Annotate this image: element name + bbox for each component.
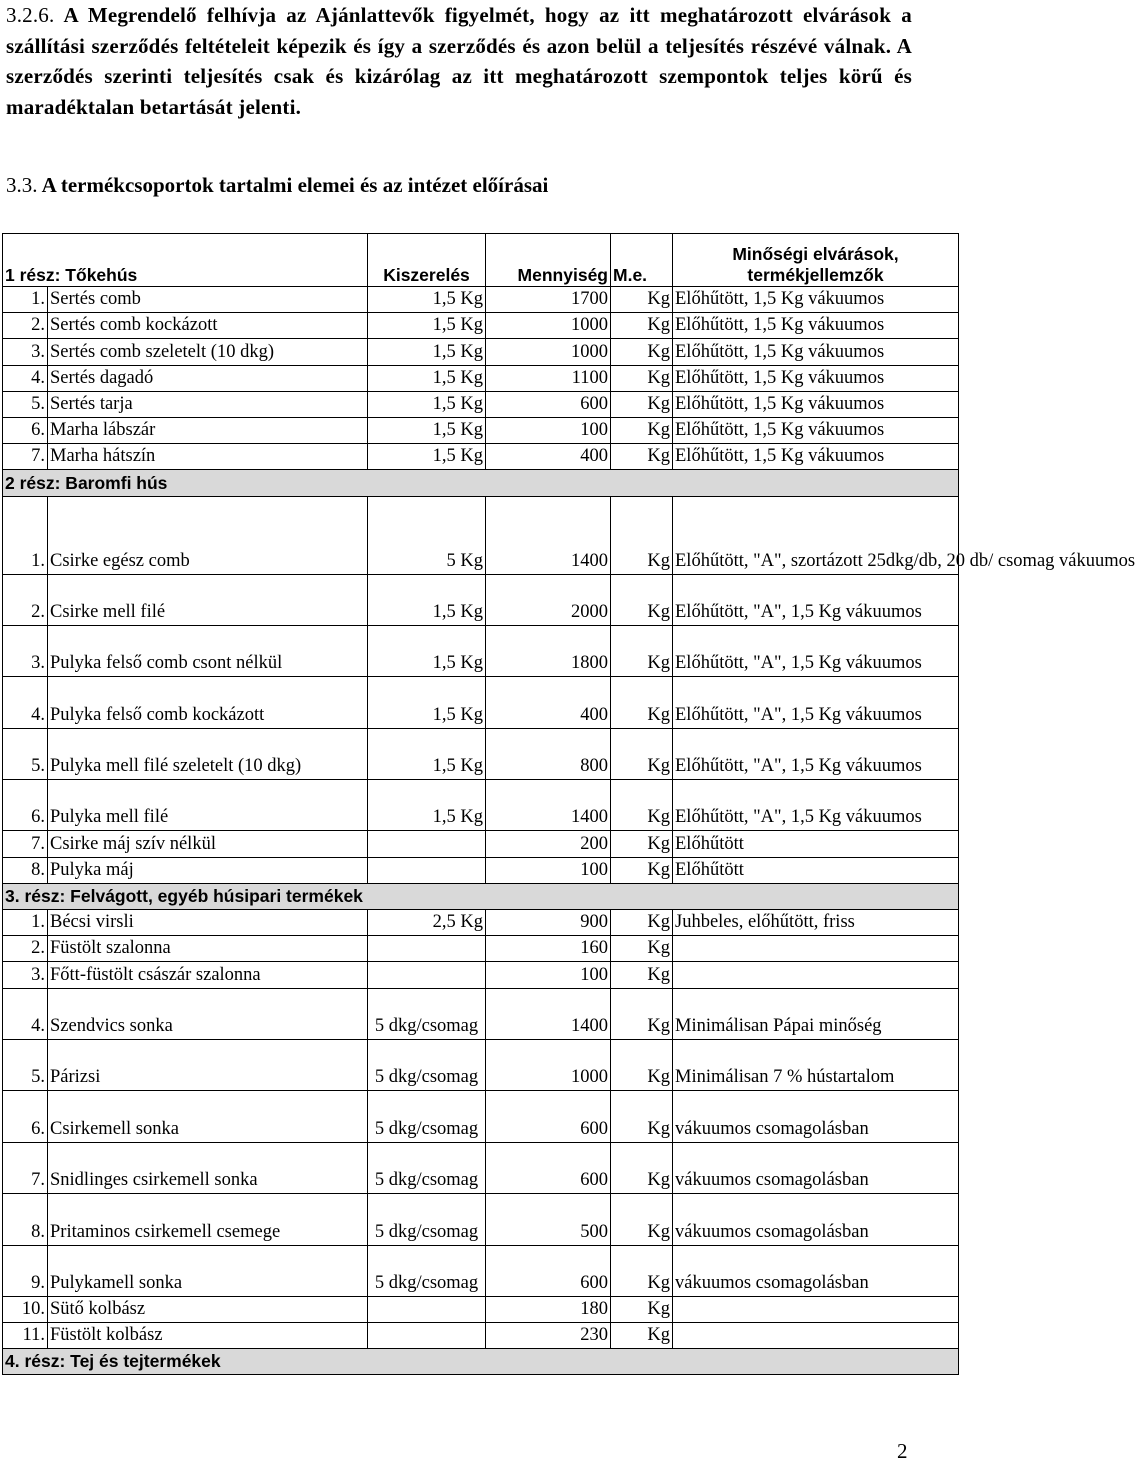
quality-requirements: Előhűtött, 1,5 Kg vákuumos [673, 287, 959, 313]
quantity: 160 [486, 936, 611, 962]
packaging: 1,5 Kg [368, 417, 486, 443]
row-number: 6. [3, 1091, 48, 1142]
quantity: 900 [486, 910, 611, 936]
table-row [3, 339, 959, 365]
packaging: 1,5 Kg [368, 625, 486, 676]
quality-requirements [673, 1323, 959, 1349]
product-name: Pulyka felső comb kockázott [48, 677, 368, 728]
product-name: Csirke mell filé [48, 574, 368, 625]
quantity: 1100 [486, 365, 611, 391]
unit: Kg [611, 625, 673, 676]
packaging: 1,5 Kg [368, 728, 486, 779]
row-number: 3. [3, 962, 48, 988]
packaging: 1,5 Kg [368, 339, 486, 365]
table-row [3, 677, 959, 728]
packaging: 5 dkg/csomag [368, 1194, 486, 1245]
product-name: Csirkemell sonka [48, 1091, 368, 1142]
section-heading [6, 173, 548, 198]
product-name: Sertés comb szeletelt (10 dkg) [48, 339, 368, 365]
quantity: 400 [486, 677, 611, 728]
row-number: 3. [3, 625, 48, 676]
page-number: 2 [897, 1439, 908, 1463]
table-row [3, 1296, 959, 1322]
row-number: 10. [3, 1296, 48, 1322]
quality-requirements: Minimálisan Pápai minőség [673, 988, 959, 1039]
section-part2-label: 2 rész: Baromfi hús [3, 470, 959, 496]
product-name: Sertés tarja [48, 391, 368, 417]
row-number: 4. [3, 365, 48, 391]
section-part2 [3, 470, 959, 496]
quantity: 1400 [486, 780, 611, 831]
unit: Kg [611, 780, 673, 831]
product-name: Bécsi virsli [48, 910, 368, 936]
unit: Kg [611, 287, 673, 313]
packaging: 1,5 Kg [368, 677, 486, 728]
product-name: Csirke egész comb [48, 496, 368, 574]
quantity: 600 [486, 1245, 611, 1296]
table-row [3, 857, 959, 883]
unit: Kg [611, 988, 673, 1039]
unit: Kg [611, 496, 673, 574]
unit: Kg [611, 313, 673, 339]
packaging: 5 dkg/csomag [368, 1091, 486, 1142]
quantity: 100 [486, 857, 611, 883]
quality-requirements [673, 1296, 959, 1322]
packaging [368, 962, 486, 988]
packaging [368, 936, 486, 962]
product-name: Sertés comb kockázott [48, 313, 368, 339]
packaging: 5 dkg/csomag [368, 988, 486, 1039]
unit: Kg [611, 444, 673, 470]
product-name: Füstölt szalonna [48, 936, 368, 962]
quality-requirements: Előhűtött, 1,5 Kg vákuumos [673, 365, 959, 391]
packaging: 2,5 Kg [368, 910, 486, 936]
quality-requirements: Minimálisan 7 % hústartalom [673, 1039, 959, 1090]
row-number: 8. [3, 857, 48, 883]
product-name: Pulykamell sonka [48, 1245, 368, 1296]
packaging: 5 Kg [368, 496, 486, 574]
quantity: 1700 [486, 287, 611, 313]
packaging: 1,5 Kg [368, 444, 486, 470]
section-part4 [3, 1349, 959, 1375]
table-row [3, 1245, 959, 1296]
packaging: 5 dkg/csomag [368, 1245, 486, 1296]
unit: Kg [611, 677, 673, 728]
quality-requirements: vákuumos csomagolásban [673, 1142, 959, 1193]
quality-requirements: Előhűtött, "A", 1,5 Kg vákuumos [673, 728, 959, 779]
quality-requirements: Előhűtött, "A", 1,5 Kg vákuumos [673, 677, 959, 728]
section-number: 3.3. [6, 173, 38, 197]
product-name: Párizsi [48, 1039, 368, 1090]
unit: Kg [611, 962, 673, 988]
packaging: 5 dkg/csomag [368, 1039, 486, 1090]
table-row [3, 1194, 959, 1245]
quantity: 1800 [486, 625, 611, 676]
intro-paragraph [6, 0, 912, 122]
table-row [3, 910, 959, 936]
packaging: 1,5 Kg [368, 780, 486, 831]
paragraph-number: 3.2.6. [6, 3, 55, 27]
row-number: 2. [3, 313, 48, 339]
quantity: 1000 [486, 313, 611, 339]
quantity: 400 [486, 444, 611, 470]
packaging [368, 1296, 486, 1322]
product-name: Sertés dagadó [48, 365, 368, 391]
product-name: Sütő kolbász [48, 1296, 368, 1322]
table-row [3, 391, 959, 417]
quality-requirements: Előhűtött, 1,5 Kg vákuumos [673, 339, 959, 365]
quality-requirements: Előhűtött [673, 831, 959, 857]
unit: Kg [611, 574, 673, 625]
header-mennyiseg: Mennyiség [486, 234, 611, 287]
quantity: 500 [486, 1194, 611, 1245]
packaging: 5 dkg/csomag [368, 1142, 486, 1193]
packaging [368, 857, 486, 883]
unit: Kg [611, 728, 673, 779]
quantity: 1400 [486, 988, 611, 1039]
table-row [3, 962, 959, 988]
header-part1-title: 1 rész: Tőkehús [3, 234, 368, 287]
quantity: 230 [486, 1323, 611, 1349]
row-number: 8. [3, 1194, 48, 1245]
unit: Kg [611, 1039, 673, 1090]
unit: Kg [611, 857, 673, 883]
unit: Kg [611, 831, 673, 857]
table-row [3, 444, 959, 470]
quantity: 200 [486, 831, 611, 857]
header-minoseg: Minőségi elvárások, termékjellemzők [673, 234, 959, 287]
unit: Kg [611, 1296, 673, 1322]
row-number: 6. [3, 780, 48, 831]
unit: Kg [611, 365, 673, 391]
quantity: 1400 [486, 496, 611, 574]
table-row [3, 831, 959, 857]
table-row [3, 780, 959, 831]
table-row [3, 1091, 959, 1142]
table-row [3, 365, 959, 391]
product-spec-table [2, 233, 1135, 1375]
table-row [3, 287, 959, 313]
header-kiszereles: Kiszerelés [368, 234, 486, 287]
row-number: 5. [3, 728, 48, 779]
quality-requirements: vákuumos csomagolásban [673, 1245, 959, 1296]
packaging [368, 1323, 486, 1349]
quality-requirements: Juhbeles, előhűtött, friss [673, 910, 959, 936]
quantity: 600 [486, 1091, 611, 1142]
unit: Kg [611, 1194, 673, 1245]
table-row [3, 496, 959, 574]
unit: Kg [611, 391, 673, 417]
row-number: 4. [3, 677, 48, 728]
quantity: 180 [486, 1296, 611, 1322]
unit: Kg [611, 910, 673, 936]
quantity: 2000 [486, 574, 611, 625]
quality-requirements [673, 936, 959, 962]
row-number: 11. [3, 1323, 48, 1349]
quantity: 1000 [486, 339, 611, 365]
table-header-row [3, 234, 959, 287]
unit: Kg [611, 1323, 673, 1349]
quantity: 100 [486, 417, 611, 443]
table-row [3, 936, 959, 962]
table-row [3, 728, 959, 779]
table-row [3, 574, 959, 625]
row-number: 2. [3, 574, 48, 625]
table-row [3, 988, 959, 1039]
quality-requirements: Előhűtött, "A", 1,5 Kg vákuumos [673, 625, 959, 676]
packaging [368, 831, 486, 857]
product-name: Főtt-füstölt császár szalonna [48, 962, 368, 988]
product-name: Pulyka felső comb csont nélkül [48, 625, 368, 676]
table-row [3, 1142, 959, 1193]
section-part4-label: 4. rész: Tej és tejtermékek [3, 1349, 959, 1375]
quality-requirements: Előhűtött [673, 857, 959, 883]
row-number: 6. [3, 417, 48, 443]
packaging: 1,5 Kg [368, 313, 486, 339]
row-number: 4. [3, 988, 48, 1039]
table-row [3, 313, 959, 339]
quality-requirements: Előhűtött, "A", szortázott 25dkg/db, 20 db/ csomag vákuumos [673, 496, 959, 574]
packaging: 1,5 Kg [368, 365, 486, 391]
table-row [3, 417, 959, 443]
quality-requirements: vákuumos csomagolásban [673, 1194, 959, 1245]
header-me: M.e. [611, 234, 673, 287]
row-number: 7. [3, 1142, 48, 1193]
packaging: 1,5 Kg [368, 391, 486, 417]
row-number: 1. [3, 287, 48, 313]
row-number: 2. [3, 936, 48, 962]
packaging: 1,5 Kg [368, 574, 486, 625]
product-name: Pulyka mell filé [48, 780, 368, 831]
table-row [3, 1039, 959, 1090]
row-number: 5. [3, 391, 48, 417]
unit: Kg [611, 936, 673, 962]
row-number: 3. [3, 339, 48, 365]
section-part3-label: 3. rész: Felvágott, egyéb húsipari termékek [3, 883, 959, 909]
paragraph-text: A Megrendelő felhívja az Ajánlattevők figyelmét, hogy az itt meghatározott elvárások a szállítási szerződés feltételeit képezik és így a szerződés és azon belül a teljesítés részévé válnak. A szerződés szerinti teljesítés csak és kizárólag az itt meghatározott szempontok teljes körű és maradéktalan betartását jelenti. [6, 3, 912, 119]
row-number: 1. [3, 910, 48, 936]
quality-requirements: Előhűtött, "A", 1,5 Kg vákuumos [673, 574, 959, 625]
product-name: Marha lábszár [48, 417, 368, 443]
quality-requirements: Előhűtött, 1,5 Kg vákuumos [673, 391, 959, 417]
row-number: 7. [3, 831, 48, 857]
unit: Kg [611, 1142, 673, 1193]
row-number: 7. [3, 444, 48, 470]
product-name: Snidlinges csirkemell sonka [48, 1142, 368, 1193]
quantity: 1000 [486, 1039, 611, 1090]
unit: Kg [611, 339, 673, 365]
quality-requirements: Előhűtött, 1,5 Kg vákuumos [673, 313, 959, 339]
quantity: 600 [486, 391, 611, 417]
product-name: Marha hátszín [48, 444, 368, 470]
row-number: 5. [3, 1039, 48, 1090]
product-name: Sertés comb [48, 287, 368, 313]
product-name: Csirke máj szív nélkül [48, 831, 368, 857]
table-row [3, 1323, 959, 1349]
section-title: A termékcsoportok tartalmi elemei és az intézet előírásai [41, 173, 549, 197]
product-name: Pritaminos csirkemell csemege [48, 1194, 368, 1245]
quantity: 100 [486, 962, 611, 988]
row-number: 1. [3, 496, 48, 574]
product-name: Pulyka mell filé szeletelt (10 dkg) [48, 728, 368, 779]
row-number: 9. [3, 1245, 48, 1296]
quantity: 600 [486, 1142, 611, 1193]
quality-requirements: Előhűtött, 1,5 Kg vákuumos [673, 417, 959, 443]
table-row [3, 625, 959, 676]
quality-requirements [673, 962, 959, 988]
quality-requirements: Előhűtött, 1,5 Kg vákuumos [673, 444, 959, 470]
section-part3 [3, 883, 959, 909]
product-name: Pulyka máj [48, 857, 368, 883]
unit: Kg [611, 1245, 673, 1296]
unit: Kg [611, 417, 673, 443]
unit: Kg [611, 1091, 673, 1142]
product-name: Szendvics sonka [48, 988, 368, 1039]
quality-requirements: vákuumos csomagolásban [673, 1091, 959, 1142]
quantity: 800 [486, 728, 611, 779]
quality-requirements: Előhűtött, "A", 1,5 Kg vákuumos [673, 780, 959, 831]
packaging: 1,5 Kg [368, 287, 486, 313]
product-name: Füstölt kolbász [48, 1323, 368, 1349]
